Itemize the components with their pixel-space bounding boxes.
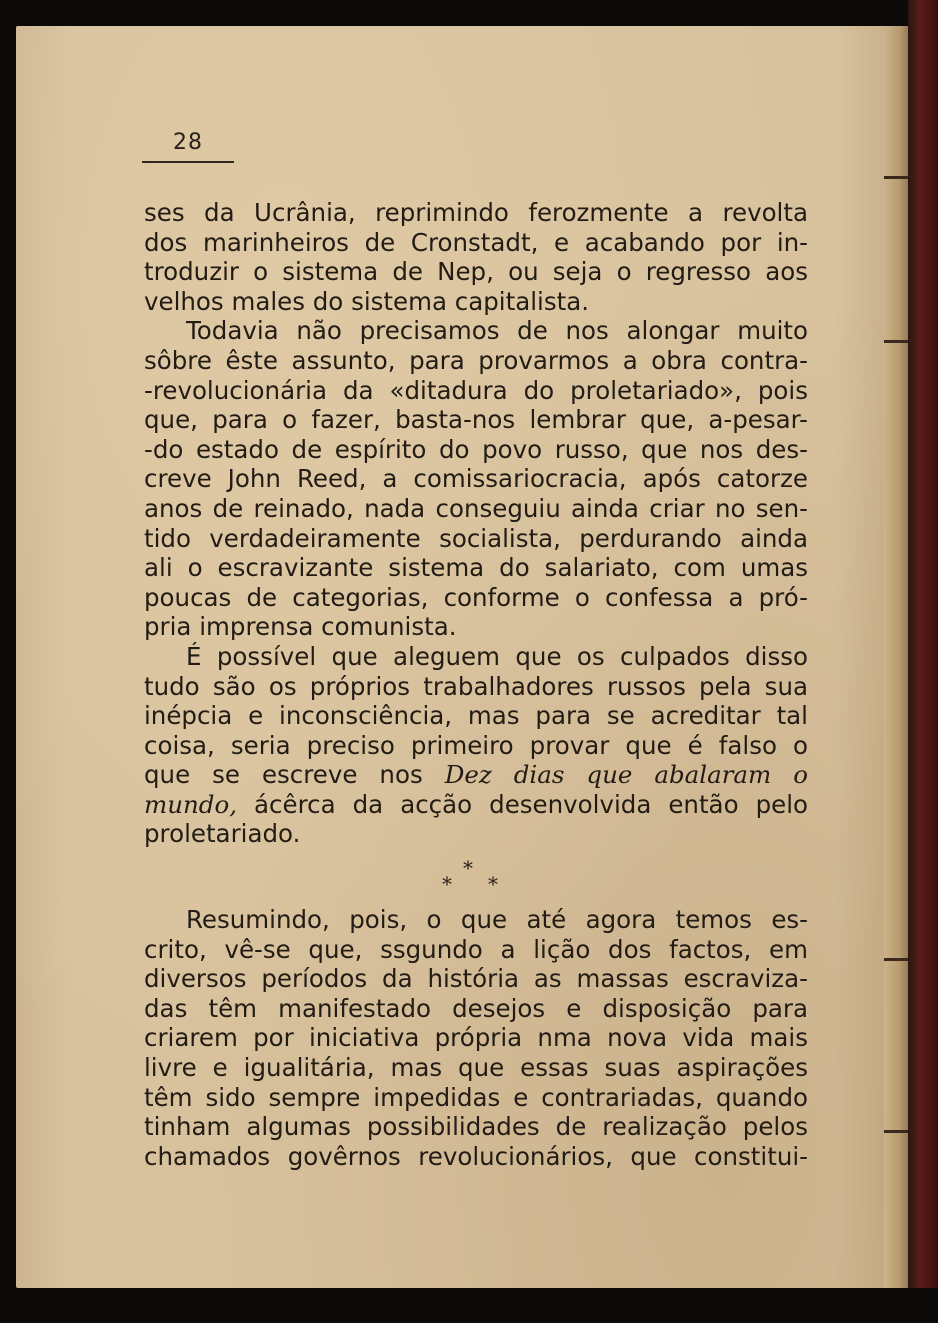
binding-stitch — [884, 176, 908, 179]
body-text-upper — [144, 198, 808, 849]
text-line: ses da Ucrânia, reprimindo ferozmente a revolta — [144, 198, 808, 227]
scan-background — [0, 1288, 938, 1323]
text-line: Todavia não precisamos de nos alongar muito — [186, 316, 808, 346]
text-line: anos de reinado, nada conseguiu ainda criar no sen- — [144, 493, 808, 523]
text-line: coisa, seria preciso primeiro provar que é falso o — [144, 730, 808, 760]
text-line: tinham algumas possibilidades de realização pelos — [144, 1112, 808, 1142]
text-line: -revolucionária da «ditadura do proletariado», pois — [144, 375, 808, 405]
text-line: das têm manifestado desejos e disposição para — [144, 993, 808, 1023]
book-spine — [884, 26, 910, 1288]
text-line: tido verdadeiramente socialista, perdurando ainda — [144, 523, 808, 553]
book-cover-edge — [908, 0, 938, 1323]
text-line: sôbre êste assunto, para provarmos a obra contra- — [144, 345, 808, 375]
text-line: tudo são os próprios trabalhadores russos pela sua — [144, 671, 808, 701]
text-fragment: que se escreve nos — [144, 760, 423, 790]
page-number-rule — [142, 161, 234, 163]
text-line: pria imprensa comunista. — [144, 612, 457, 642]
binding-stitch — [884, 1130, 908, 1133]
text-line: poucas de categorias, conforme o confessa a pró- — [144, 582, 808, 612]
binding-stitch — [884, 340, 908, 343]
text-line: -do estado de espírito do povo russo, que nos des- — [144, 434, 808, 464]
text-line: dos marinheiros de Cronstadt, e acabando por in- — [144, 227, 808, 257]
text-line: proletariado. — [144, 819, 301, 849]
section-separator-asterism — [430, 856, 510, 896]
text-line: Resumindo, pois, o que até agora temos es- — [186, 905, 808, 934]
asterisk: * — [488, 872, 498, 896]
text-line: velhos males do sistema capitalista. — [144, 286, 590, 316]
text-fragment: ácêrca da acção desenvolvida então pelo — [254, 789, 808, 819]
text-line: inépcia e inconsciência, mas para se acreditar tal — [144, 701, 808, 731]
body-text-lower — [144, 905, 808, 1171]
text-line: ali o escravizante sistema do salariato, com umas — [144, 553, 808, 583]
text-line: É possível que aleguem que os culpados disso — [186, 641, 808, 671]
text-line: crito, vê-se que, ssgundo a lição dos factos, em — [144, 934, 808, 964]
book-title-italic: mundo, — [144, 789, 238, 819]
text-line: diversos períodos da história as massas escraviza- — [144, 964, 808, 994]
asterisk: * — [463, 856, 473, 880]
text-line: troduzir o sistema de Nep, ou seja o regresso aos — [144, 257, 808, 287]
text-line: chamados govêrnos revolucionários, que constitui- — [144, 1141, 808, 1171]
asterisk: * — [442, 872, 452, 896]
page-number: 28 — [173, 130, 203, 155]
text-line: têm sido sempre impedidas e contrariadas, quando — [144, 1082, 808, 1112]
text-line-with-title — [144, 790, 808, 820]
text-line-with-title — [144, 760, 808, 790]
binding-stitch — [884, 958, 908, 961]
text-line: livre e igualitária, mas que essas suas aspirações — [144, 1052, 808, 1082]
text-line: criarem por iniciativa própria nma nova vida mais — [144, 1023, 808, 1053]
book-title-italic: Dez dias que abalaram o — [444, 760, 808, 790]
text-line: creve John Reed, a comissariocracia, após catorze — [144, 464, 808, 494]
text-line: que, para o fazer, basta-nos lembrar que, a-pesar- — [144, 405, 808, 435]
